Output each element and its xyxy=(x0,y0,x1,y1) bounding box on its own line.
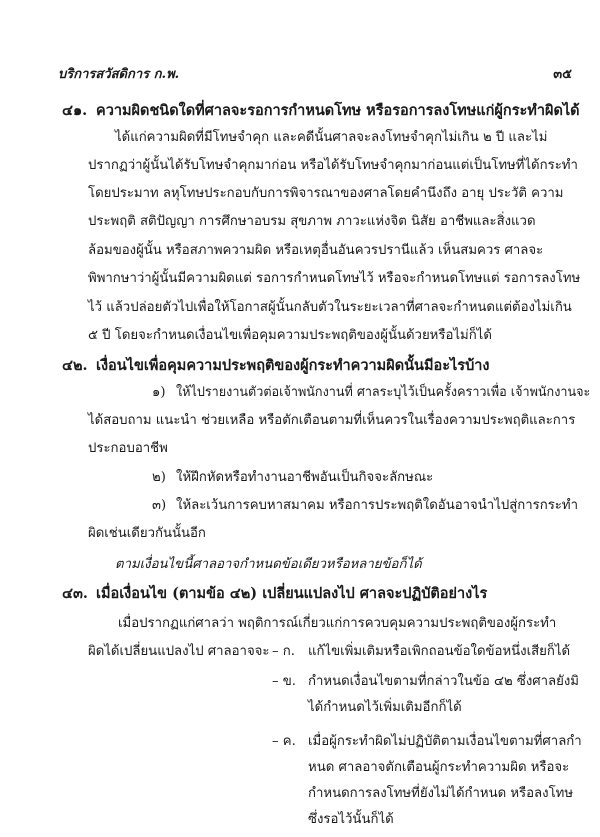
answer-41-line: พิพากษาว่าผู้นั้นมีความผิดแต่ รอการกำหนดโทษไว้ หรือจะกำหนดโทษแต่ รอการลงโทษ xyxy=(88,271,581,286)
question-41-number: ๔๑. xyxy=(62,102,88,119)
option-line: หนด ศาลอาจตักเตือนผู้กระทำความผิด หรือจะ xyxy=(308,760,570,775)
item-line: ให้ละเว้นการคบหาสมาคม หรือการประพฤติใดอันอาจนำไปสู่การกระทำ xyxy=(176,498,578,513)
option-marker: – ค. xyxy=(272,734,296,749)
option-line: ได้กำหนดไว้เพิ่มเติมอีกก็ได้ xyxy=(308,700,462,715)
item-line: ให้ไปรายงานตัวต่อเจ้าพนักงานที่ ศาลระบุไว้เป็นครั้งคราวเพื่อ เจ้าพนักงานจะ xyxy=(176,385,591,400)
item-line: ประกอบอาชีพ xyxy=(88,441,168,456)
running-header: บริการสวัสดิการ ก.พ. xyxy=(58,67,180,82)
page-number: ๓๕ xyxy=(553,67,572,82)
answer-41-line: ๕ ปี โดยจะกำหนดเงื่อนไขเพื่อคุมความประพฤติของผู้นั้นด้วยหรือไม่ก็ได้ xyxy=(88,328,492,343)
option-line: เมื่อผู้กระทำผิดไม่ปฏิบัติตามเงื่อนไขตามที่ศาลกำ xyxy=(308,734,582,749)
question-42-number: ๔๒. xyxy=(62,357,88,374)
item-line: ได้สอบถาม แนะนำ ช่วยเหลือ หรือตักเตือนตามที่เห็นควรในเรื่องความประพฤติและการ xyxy=(88,413,576,428)
answer-41-line: ปรากฏว่าผู้นั้นได้รับโทษจำคุกมาก่อน หรือได้รับโทษจำคุกมาก่อนแต่เป็นโทษที่ได้กระทำ xyxy=(88,158,578,173)
answer-42-note: ตามเงื่อนไขนี้ศาลอาจกำหนดข้อเดียวหรือหลายข้อก็ได้ xyxy=(115,557,422,572)
intro-line: เมื่อปรากฏแก่ศาลว่า พฤติการณ์เกี่ยวแก่การควบคุมความประพฤติของผู้กระทำ xyxy=(118,616,557,631)
item-marker: ๓) xyxy=(152,498,167,513)
answer-41-line: ได้แก่ความผิดที่มีโทษจำคุก และคดีนั้นศาลจะลงโทษจำคุกไม่เกิน ๒ ปี และไม่ xyxy=(115,130,548,145)
question-43-title: เมื่อเงื่อนไข (ตามข้อ ๔๒) เปลี่ยนแปลงไป ศาลจะปฏิบัติอย่างไร xyxy=(96,585,488,602)
option-line: ซึ่งรอไว้นั้นก็ได้ xyxy=(308,812,394,827)
option-line: กำหนดการลงโทษที่ยังไม่ได้กำหนด หรือลงโทษ xyxy=(308,786,574,801)
question-43-number: ๔๓. xyxy=(62,585,88,602)
option-line: กำหนดเงื่อนไขตามที่กล่าวในข้อ ๔๒ ซึ่งศาลยังมิ xyxy=(308,674,579,689)
question-42-title: เงื่อนไขเพื่อคุมความประพฤติของผู้กระทำความผิดนั้นมีอะไรบ้าง xyxy=(96,357,490,374)
option-marker: – ข. xyxy=(272,674,296,689)
item-line: ให้ฝึกหัดหรือทำงานอาชีพอันเป็นกิจจะลักษณะ xyxy=(176,470,434,485)
intro-line: ผิดได้เปลี่ยนแปลงไป ศาลอาจจะ xyxy=(88,644,270,659)
answer-41-line: ไว้ แล้วปล่อยตัวไปเพื่อให้โอกาสผู้นั้นกลับตัวในระยะเวลาที่ศาลจะกำหนดแต่ต้องไม่เกิน xyxy=(88,300,572,315)
answer-41-line: ประพฤติ สติปัญญา การศึกษาอบรม สุขภาพ ภาวะแห่งจิต นิสัย อาชีพและสิ่งแวด xyxy=(88,214,536,229)
item-marker: ๑) xyxy=(152,385,166,400)
answer-41-line: โดยประมาท ลหุโทษประกอบกับการพิจารณาของศาลโดยคำนึงถึง อายุ ประวัติ ความ xyxy=(88,186,564,201)
item-line: ผิดเช่นเดียวกันนั้นอีก xyxy=(88,526,206,541)
question-41-title: ความผิดชนิดใดที่ศาลจะรอการกำหนดโทษ หรือรอการลงโทษแก่ผู้กระทำผิดได้ xyxy=(96,102,580,119)
option-marker: – ก. xyxy=(272,644,295,659)
option-line: แก้ไขเพิ่มเติมหรือเพิกถอนข้อใดข้อหนึ่งเสียก็ได้ xyxy=(308,644,571,659)
answer-41-line: ล้อมของผู้นั้น หรือสภาพความผิด หรือเหตุอื่นอันควรปรานีแล้ว เห็นสมควร ศาลจะ xyxy=(88,243,544,258)
item-marker: ๒) xyxy=(152,470,166,485)
